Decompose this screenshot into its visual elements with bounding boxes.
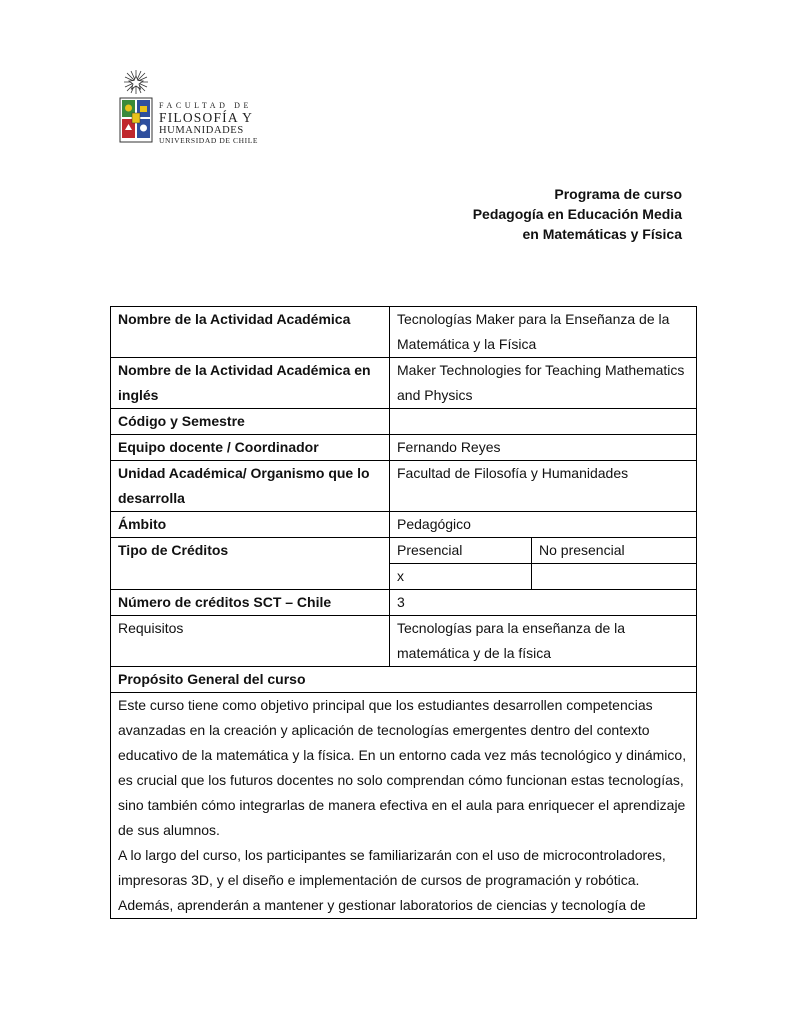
heading-line-3: en Matemáticas y Física [522,226,682,242]
credit-no-presencial-header: No presencial [532,538,697,564]
teaching-team-value: Fernando Reyes [390,435,697,461]
heading-line-1: Programa de curso [554,186,682,202]
credit-type-label: Tipo de Créditos [111,538,390,590]
table-row [111,409,697,435]
sct-credits-label: Número de créditos SCT – Chile [111,590,390,616]
credit-no-presencial-mark [532,564,697,590]
academic-unit-label: Unidad Académica/ Organismo que lo desarrolla [111,461,390,512]
purpose-description [111,693,697,919]
scope-value: Pedagógico [390,512,697,538]
faculty-logo-text [159,102,258,145]
purpose-paragraph-2: A lo largo del curso, los participantes se familiarizarán con el uso de microcontroladores, impresoras 3D, y el diseño e implementación de cursos de programación y robótica. Además, aprenderán a mantener y gestionar laboratorios de ciencias y tecnología de [118,847,666,913]
program-heading [473,184,682,244]
logo-line-1: FACULTAD DE [159,101,252,110]
code-semester-value [390,409,697,435]
teaching-team-label: Equipo docente / Coordinador [111,435,390,461]
table-row [111,693,697,919]
activity-name-en-value: Maker Technologies for Teaching Mathematics and Physics [390,358,697,409]
activity-name-en-label: Nombre de la Actividad Académica en inglés [111,358,390,409]
credit-presencial-mark: x [390,564,532,590]
table-row [111,538,697,564]
scope-label: Ámbito [111,512,390,538]
sct-credits-value: 3 [390,590,697,616]
heading-line-2: Pedagogía en Educación Media [472,206,682,222]
table-row [111,590,697,616]
activity-name-label: Nombre de la Actividad Académica [111,307,390,358]
activity-name-value: Tecnologías Maker para la Enseñanza de la Matemática y la Física [390,307,697,358]
logo-line-4: UNIVERSIDAD DE CHILE [159,136,259,145]
logo-line-2: FILOSOFÍA Y [159,110,254,125]
course-info-table [110,306,697,919]
table-row [111,358,697,409]
table-row [111,435,697,461]
table-row [111,667,697,693]
table-row [111,512,697,538]
code-semester-label: Código y Semestre [111,409,390,435]
requirements-label: Requisitos [111,616,390,667]
academic-unit-value: Facultad de Filosofía y Humanidades [390,461,697,512]
table-row [111,461,697,512]
purpose-paragraph-1: Este curso tiene como objetivo principal que los estudiantes desarrollen competencias avanzadas en la creación y aplicación de tecnologías emergentes dentro del contexto educativo de la matemática y la física. En un entorno cada vez más tecnológico y dinámico, es crucial que los futuros docentes no solo comprendan cómo funcionan estas tecnologías, sino también cómo integrarlas de manera efectiva en el aula para enriquecer el aprendizaje de sus alumnos. [118,697,687,838]
purpose-label: Propósito General del curso [111,667,697,693]
credit-presencial-header: Presencial [390,538,532,564]
table-row [111,307,697,358]
table-row [111,616,697,667]
requirements-value: Tecnologías para la enseñanza de la matemática y de la física [390,616,697,667]
logo-line-3: HUMANIDADES [159,124,244,136]
